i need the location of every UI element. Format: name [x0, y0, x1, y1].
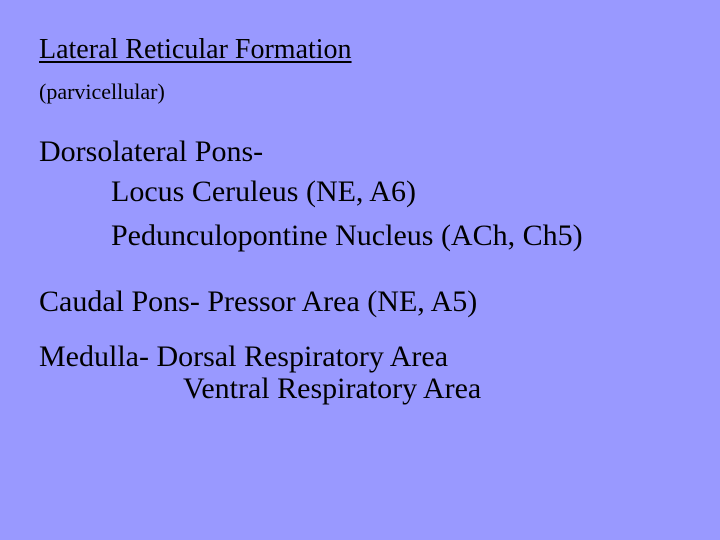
- line-locus-ceruleus: Locus Ceruleus (NE, A6): [111, 175, 416, 208]
- line-dorsolateral-pons: Dorsolateral Pons-: [39, 135, 264, 168]
- line-pedunculopontine-nucleus: Pedunculopontine Nucleus (ACh, Ch5): [111, 219, 583, 252]
- slide-title: Lateral Reticular Formation: [39, 34, 352, 65]
- line-medulla-dorsal: Medulla- Dorsal Respiratory Area: [39, 340, 449, 373]
- line-ventral-respiratory: Ventral Respiratory Area: [183, 372, 482, 405]
- slide-subtitle: (parvicellular): [39, 79, 165, 104]
- line-caudal-pons: Caudal Pons- Pressor Area (NE, A5): [39, 285, 478, 318]
